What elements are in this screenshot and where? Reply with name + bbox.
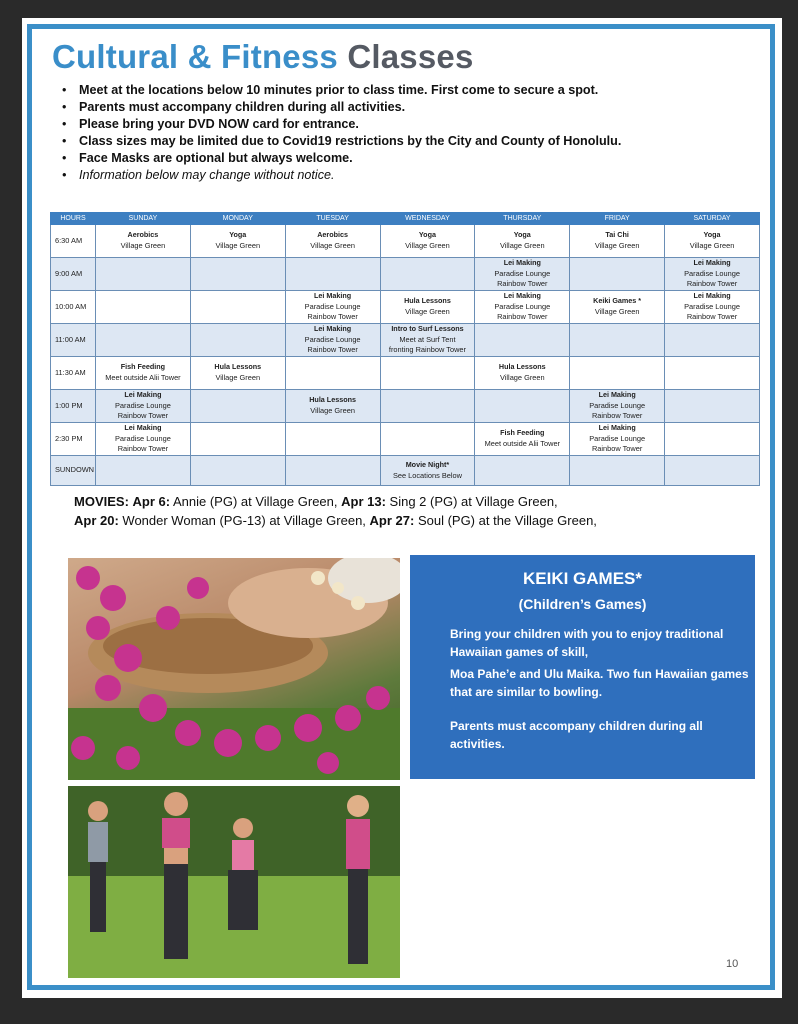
bullet-item: • Class sizes may be limited due to Covid19 restrictions by the City and County of Honolulu. bbox=[62, 133, 702, 150]
hour-cell: 1:00 PM bbox=[51, 390, 96, 423]
schedule-body bbox=[51, 225, 760, 486]
class-cell bbox=[96, 456, 191, 486]
lei-photo-illustration bbox=[68, 558, 400, 780]
class-location: Meet at Surf Tent bbox=[399, 334, 456, 344]
class-cell bbox=[380, 225, 475, 258]
class-title: Hula Lessons bbox=[404, 296, 451, 306]
class-cell bbox=[380, 390, 475, 423]
class-title: Intro to Surf Lessons bbox=[391, 324, 464, 334]
class-location-detail: fronting Rainbow Tower bbox=[388, 345, 466, 355]
hour-cell: 10:00 AM bbox=[51, 291, 96, 324]
info-bullets bbox=[62, 82, 702, 184]
class-cell bbox=[570, 357, 665, 390]
class-cell bbox=[96, 291, 191, 324]
class-title: Hula Lessons bbox=[309, 395, 356, 405]
class-title: Lei Making bbox=[598, 390, 636, 400]
class-location: Paradise Lounge bbox=[684, 301, 740, 311]
class-cell bbox=[665, 225, 760, 258]
class-location: Village Green bbox=[499, 241, 545, 250]
header-cell: MONDAY bbox=[190, 213, 285, 225]
movie-date: Apr 20: bbox=[74, 513, 119, 528]
header-cell: SUNDAY bbox=[96, 213, 191, 225]
class-location-detail: Rainbow Tower bbox=[497, 279, 548, 289]
schedule-table bbox=[50, 212, 760, 486]
class-cell bbox=[190, 324, 285, 357]
keiki-paragraph: Bring your children with you to enjoy traditional Hawaiian games of skill, bbox=[450, 627, 724, 659]
class-location: Village Green bbox=[120, 241, 166, 250]
class-cell bbox=[96, 423, 191, 456]
class-cell bbox=[475, 456, 570, 486]
bullet-item: • Please bring your DVD NOW card for entrance. bbox=[62, 116, 702, 133]
movie-text: Wonder Woman (PG-13) at Village Green, bbox=[118, 513, 370, 528]
class-cell bbox=[380, 258, 475, 291]
class-cell bbox=[665, 456, 760, 486]
class-location: See Locations Below bbox=[392, 470, 462, 480]
class-location: Paradise Lounge bbox=[684, 268, 740, 278]
movie-date: Apr 13: bbox=[341, 494, 386, 509]
class-cell bbox=[570, 324, 665, 357]
class-cell bbox=[285, 357, 380, 390]
class-cell bbox=[665, 291, 760, 324]
class-location: Village Green bbox=[594, 241, 640, 250]
class-location-detail: Rainbow Tower bbox=[117, 444, 169, 454]
class-location: Paradise Lounge bbox=[494, 268, 551, 278]
class-title: Yoga bbox=[703, 230, 721, 240]
class-cell bbox=[285, 390, 380, 423]
class-title: Tai Chi bbox=[605, 230, 629, 240]
class-location: Village Green bbox=[215, 241, 261, 250]
movie-text: Sing 2 (PG) at Village Green, bbox=[385, 494, 558, 509]
header-cell: HOURS bbox=[51, 213, 96, 225]
bullet-item: • Parents must accompany children during all activities. bbox=[62, 99, 702, 116]
class-cell bbox=[190, 423, 285, 456]
class-cell bbox=[285, 258, 380, 291]
class-cell bbox=[96, 357, 191, 390]
class-location: Paradise Lounge bbox=[589, 433, 646, 443]
header-cell: WEDNESDAY bbox=[380, 213, 475, 225]
class-cell bbox=[570, 291, 665, 324]
class-location: Paradise Lounge bbox=[589, 400, 646, 410]
movies-listing bbox=[74, 492, 764, 530]
class-title: Yoga bbox=[418, 230, 436, 240]
page-title-part1: Cultural & Fitness bbox=[52, 38, 338, 75]
header-cell: FRIDAY bbox=[570, 213, 665, 225]
class-title: Aerobics bbox=[317, 230, 348, 240]
hour-cell: 6:30 AM bbox=[51, 225, 96, 258]
class-location-detail: Rainbow Tower bbox=[307, 312, 358, 322]
class-title: Lei Making bbox=[598, 423, 636, 433]
class-location-detail: Rainbow Tower bbox=[591, 444, 643, 454]
class-title: Hula Lessons bbox=[214, 362, 262, 372]
class-location: Village Green bbox=[310, 406, 355, 415]
class-cell bbox=[96, 324, 191, 357]
class-title: Lei Making bbox=[693, 291, 731, 301]
hour-cell: 9:00 AM bbox=[51, 258, 96, 291]
keiki-paragraph: Moa Pahe’e and Ulu Maika. Two fun Hawaiian games that are similar to bowling. bbox=[450, 667, 749, 699]
bullet-item: • Face Masks are optional but always welcome. bbox=[62, 150, 702, 167]
bullet-item: • Information below may change without notice. bbox=[62, 167, 702, 184]
lei-making-photo bbox=[68, 558, 400, 780]
schedule-row bbox=[51, 423, 760, 456]
class-title: Hula Lessons bbox=[498, 362, 546, 372]
hour-cell: 2:30 PM bbox=[51, 423, 96, 456]
class-title: Lei Making bbox=[503, 291, 541, 301]
class-cell bbox=[285, 456, 380, 486]
class-cell bbox=[96, 258, 191, 291]
class-cell bbox=[285, 291, 380, 324]
class-cell bbox=[96, 390, 191, 423]
movies-label: MOVIES: bbox=[74, 494, 129, 509]
class-cell bbox=[665, 390, 760, 423]
hour-cell: SUNDOWN bbox=[51, 456, 96, 486]
class-cell bbox=[665, 357, 760, 390]
class-cell bbox=[190, 291, 285, 324]
class-cell bbox=[190, 258, 285, 291]
class-location-detail: Rainbow Tower bbox=[117, 411, 169, 421]
class-cell bbox=[190, 456, 285, 486]
class-title: Lei Making bbox=[124, 390, 162, 400]
class-cell bbox=[285, 423, 380, 456]
class-cell bbox=[380, 456, 475, 486]
class-cell bbox=[475, 258, 570, 291]
class-location-detail: Rainbow Tower bbox=[497, 312, 548, 322]
class-title: Aerobics bbox=[127, 230, 159, 240]
schedule-row bbox=[51, 456, 760, 486]
class-cell bbox=[380, 357, 475, 390]
class-location: Village Green bbox=[405, 307, 450, 316]
movie-date: Apr 27: bbox=[369, 513, 415, 528]
class-location: Village Green bbox=[499, 373, 545, 382]
page-title-part2: Classes bbox=[347, 38, 474, 75]
class-cell bbox=[570, 225, 665, 258]
keiki-heading: KEIKI GAMES* bbox=[522, 569, 643, 588]
keiki-paragraph: Parents must accompany children during all activities. bbox=[450, 719, 703, 751]
class-location: Paradise Lounge bbox=[114, 400, 171, 410]
class-location-detail: Rainbow Tower bbox=[686, 279, 738, 289]
class-cell bbox=[475, 390, 570, 423]
movie-text: Soul (PG) at the Village Green, bbox=[414, 513, 597, 528]
class-cell bbox=[96, 225, 191, 258]
class-location-detail: Rainbow Tower bbox=[686, 312, 738, 322]
class-location: Village Green bbox=[405, 241, 450, 250]
yoga-class-photo bbox=[68, 786, 400, 978]
class-title: Lei Making bbox=[314, 291, 352, 301]
schedule-row bbox=[51, 390, 760, 423]
class-cell bbox=[665, 324, 760, 357]
page bbox=[22, 18, 782, 998]
class-location: Meet outside Alii Tower bbox=[484, 439, 561, 448]
header-cell: SATURDAY bbox=[665, 213, 760, 225]
class-location: Paradise Lounge bbox=[114, 433, 171, 443]
keiki-subheading: (Children’s Games) bbox=[518, 596, 647, 612]
class-title: Fish Feeding bbox=[120, 362, 166, 372]
class-cell bbox=[380, 423, 475, 456]
class-cell bbox=[475, 291, 570, 324]
schedule-header-row bbox=[51, 213, 760, 225]
class-cell bbox=[380, 324, 475, 357]
class-cell bbox=[475, 225, 570, 258]
class-cell bbox=[475, 357, 570, 390]
header-cell: THURSDAY bbox=[475, 213, 570, 225]
schedule-row bbox=[51, 291, 760, 324]
class-cell bbox=[570, 258, 665, 291]
movie-date: Apr 6: bbox=[132, 494, 171, 509]
class-location: Village Green bbox=[310, 241, 355, 250]
class-title: Lei Making bbox=[503, 258, 541, 268]
schedule-row bbox=[51, 258, 760, 291]
class-cell bbox=[475, 324, 570, 357]
schedule-row bbox=[51, 357, 760, 390]
bullet-item: • Meet at the locations below 10 minutes prior to class time. First come to secure a spot. bbox=[62, 82, 702, 99]
class-cell bbox=[190, 225, 285, 258]
class-cell bbox=[570, 390, 665, 423]
class-cell bbox=[570, 423, 665, 456]
class-cell bbox=[665, 423, 760, 456]
schedule-row bbox=[51, 225, 760, 258]
page-number: 10 bbox=[726, 958, 739, 970]
yoga-photo-illustration bbox=[68, 786, 400, 978]
class-cell bbox=[665, 258, 760, 291]
class-location-detail: Rainbow Tower bbox=[591, 411, 643, 421]
header-cell: TUESDAY bbox=[285, 213, 380, 225]
class-location: Meet outside Alii Tower bbox=[105, 373, 181, 382]
class-location: Paradise Lounge bbox=[304, 334, 361, 344]
schedule-row bbox=[51, 324, 760, 357]
class-location-detail: Rainbow Tower bbox=[307, 345, 358, 355]
class-cell bbox=[285, 324, 380, 357]
class-title: Movie Night* bbox=[405, 459, 450, 469]
hour-cell: 11:30 AM bbox=[51, 357, 96, 390]
class-cell bbox=[285, 225, 380, 258]
class-location: Village Green bbox=[594, 307, 640, 316]
class-title: Keiki Games * bbox=[593, 296, 642, 306]
class-title: Lei Making bbox=[693, 258, 731, 268]
class-title: Yoga bbox=[229, 230, 247, 240]
class-location: Village Green bbox=[689, 241, 735, 250]
class-cell bbox=[190, 357, 285, 390]
class-cell bbox=[190, 390, 285, 423]
hour-cell: 11:00 AM bbox=[51, 324, 96, 357]
class-title: Yoga bbox=[513, 230, 531, 240]
class-location: Paradise Lounge bbox=[494, 301, 551, 311]
keiki-games-box bbox=[410, 555, 755, 779]
class-cell bbox=[380, 291, 475, 324]
class-location: Village Green bbox=[215, 373, 261, 382]
class-cell bbox=[475, 423, 570, 456]
class-cell bbox=[570, 456, 665, 486]
class-title: Lei Making bbox=[124, 423, 162, 433]
class-title: Fish Feeding bbox=[500, 428, 545, 438]
movie-text: Annie (PG) at Village Green, bbox=[170, 494, 342, 509]
class-location: Paradise Lounge bbox=[304, 301, 361, 311]
class-title: Lei Making bbox=[314, 324, 352, 334]
page-title bbox=[52, 38, 474, 76]
